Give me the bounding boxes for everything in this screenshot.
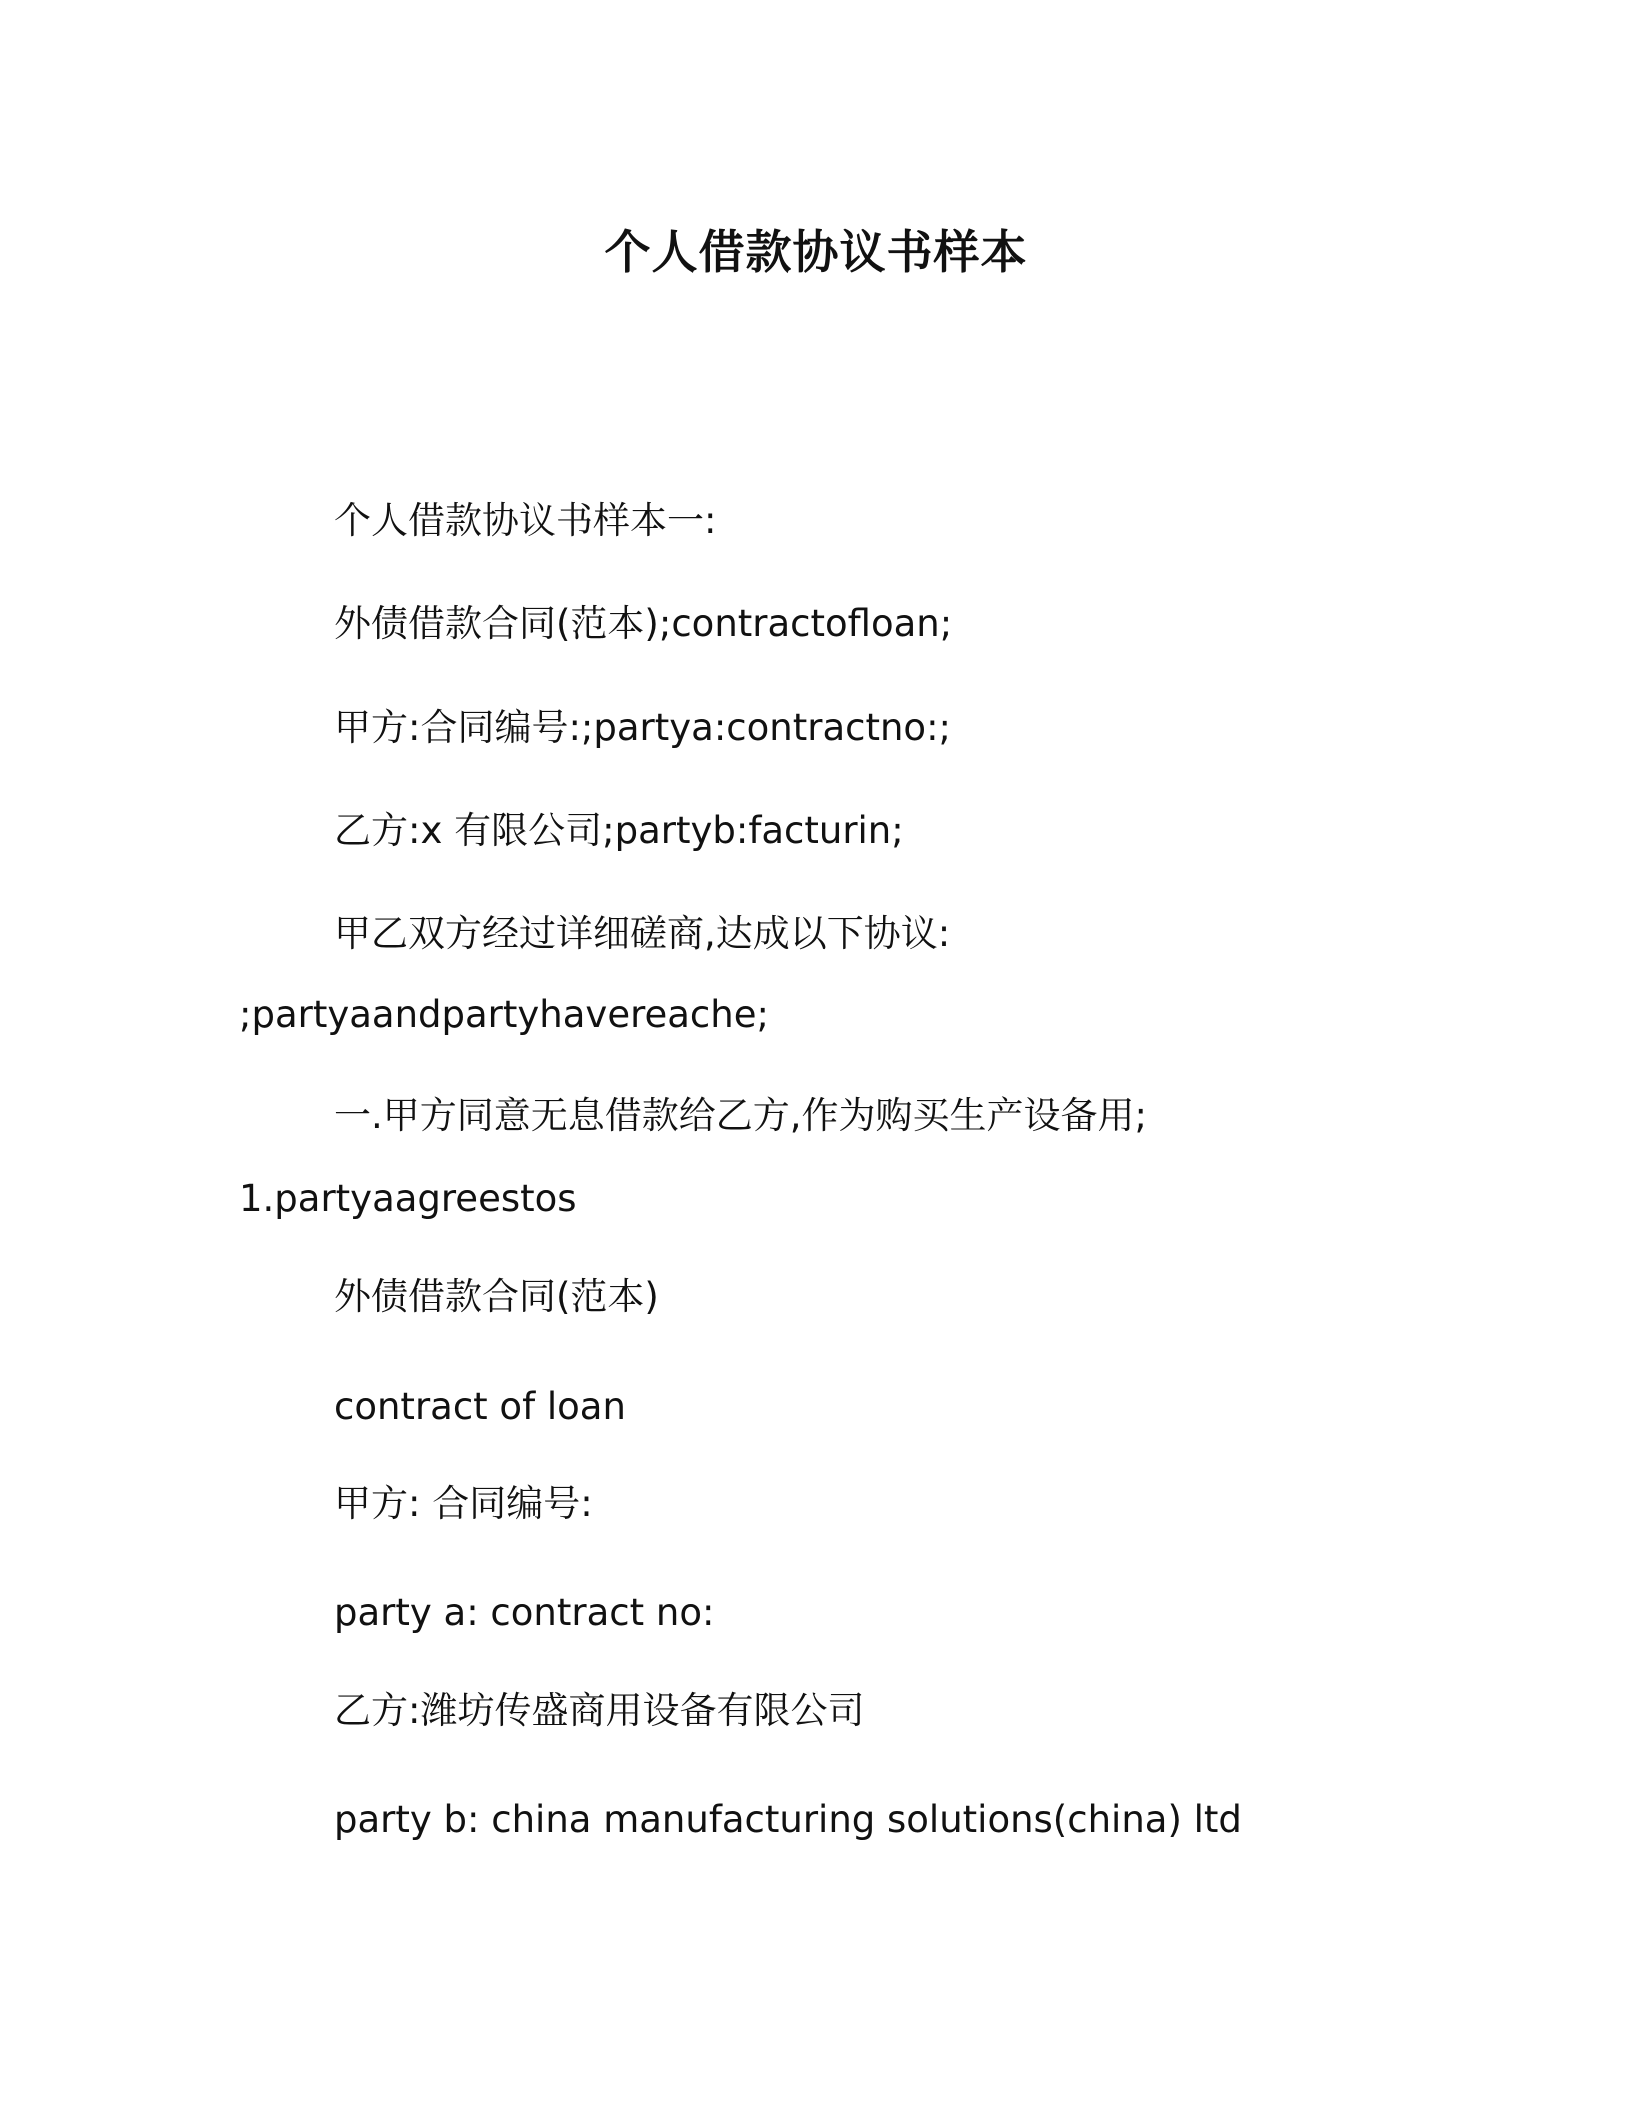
paragraph-line: contract of loan [334, 1385, 626, 1428]
paragraph-line: ;partyaandpartyhavereache; [239, 993, 769, 1036]
paragraph-line: 乙方:x 有限公司;partyb:facturin; [334, 809, 904, 852]
paragraph-line: 甲乙双方经过详细磋商,达成以下协议: [334, 912, 951, 955]
paragraph-line: 一.甲方同意无息借款给乙方,作为购买生产设备用; [334, 1094, 1147, 1137]
paragraph-line: 甲方:合同编号:;partya:contractno:; [334, 706, 952, 749]
paragraph-line: 外债借款合同(范本) [334, 1275, 659, 1318]
paragraph-line: 甲方: 合同编号: [334, 1482, 593, 1525]
paragraph-line: 1.partyaagreestos [239, 1177, 577, 1220]
paragraph-line: party b: china manufacturing solutions(china) ltd [334, 1798, 1242, 1841]
paragraph-line: party a: contract no: [334, 1591, 715, 1634]
paragraph-line: 乙方:潍坊传盛商用设备有限公司 [334, 1689, 865, 1732]
paragraph-line: 外债借款合同(范本);contractofloan; [334, 602, 953, 645]
section-heading: 个人借款协议书样本一: [334, 499, 717, 542]
document-title: 个人借款协议书样本 [604, 225, 1028, 279]
